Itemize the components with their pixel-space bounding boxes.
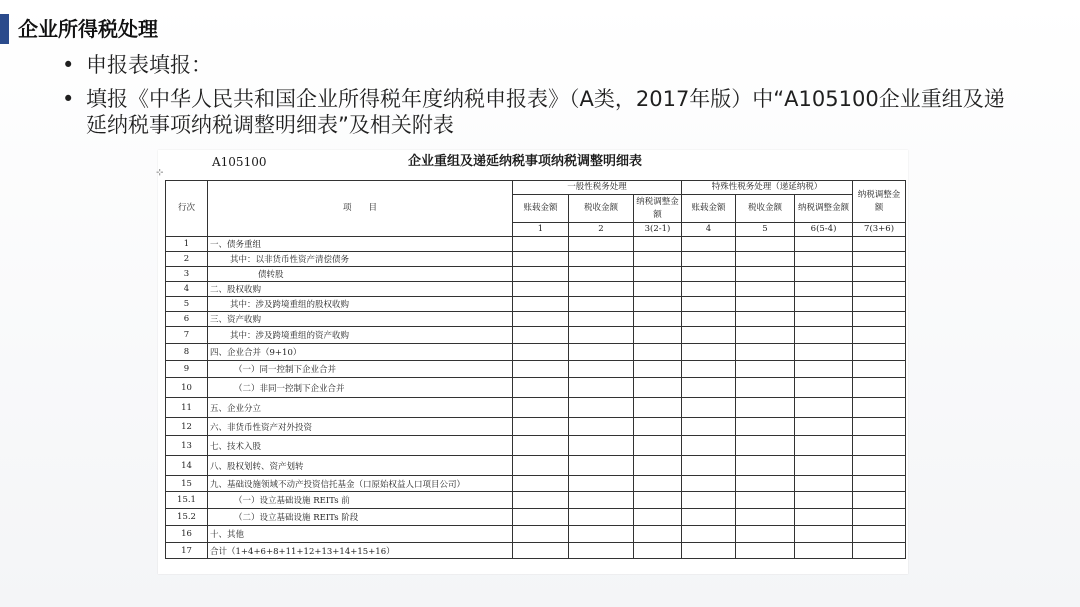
amount-cell: [795, 252, 853, 267]
row-item: 六、非货币性资产对外投资: [208, 418, 513, 436]
amount-cell: [569, 418, 634, 436]
amount-cell: [634, 509, 682, 526]
col-number: 1: [513, 223, 569, 237]
table-row: [166, 378, 906, 398]
row-number: 1: [166, 237, 208, 252]
row-item: （一）同一控制下企业合并: [208, 361, 513, 378]
col-number: 7(3+6): [853, 223, 906, 237]
form-code: A105100: [212, 155, 267, 169]
row-item: 二、股权收购: [208, 282, 513, 297]
row-item: 其中：以非货币性资产清偿债务: [208, 252, 513, 267]
amount-cell: [634, 267, 682, 282]
amount-cell: [513, 436, 569, 456]
amount-cell: [736, 252, 795, 267]
table-row: [166, 492, 906, 509]
amount-cell: [736, 297, 795, 312]
amount-cell: [795, 297, 853, 312]
amount-cell: [513, 398, 569, 418]
amount-cell: [736, 282, 795, 297]
header-row-no: 行次: [166, 181, 208, 237]
row-item: 债转股: [208, 267, 513, 282]
row-number: 5: [166, 297, 208, 312]
table-row: [166, 344, 906, 361]
amount-cell: [682, 267, 736, 282]
row-number: 12: [166, 418, 208, 436]
amount-cell: [795, 344, 853, 361]
amount-cell: [795, 327, 853, 344]
amount-cell: [795, 398, 853, 418]
amount-cell: [634, 361, 682, 378]
amount-cell: [682, 378, 736, 398]
row-item: 五、企业分立: [208, 398, 513, 418]
amount-cell: [513, 297, 569, 312]
amount-cell: [795, 509, 853, 526]
amount-cell: [853, 492, 906, 509]
amount-cell: [736, 526, 795, 543]
row-item: （一）设立基础设施 REITs 前: [208, 492, 513, 509]
amount-cell: [682, 456, 736, 476]
col-number: 2: [569, 223, 634, 237]
row-number: 15.1: [166, 492, 208, 509]
col-number: 5: [736, 223, 795, 237]
amount-cell: [513, 267, 569, 282]
amount-cell: [795, 526, 853, 543]
amount-cell: [569, 398, 634, 418]
amount-cell: [513, 543, 569, 559]
row-item: 其中：涉及跨境重组的股权收购: [208, 297, 513, 312]
amount-cell: [795, 361, 853, 378]
amount-cell: [634, 456, 682, 476]
amount-cell: [853, 398, 906, 418]
amount-cell: [634, 543, 682, 559]
amount-cell: [853, 237, 906, 252]
page-title: 企业所得税处理: [18, 17, 158, 41]
amount-cell: [736, 436, 795, 456]
amount-cell: [736, 327, 795, 344]
amount-cell: [682, 398, 736, 418]
table-row: [166, 282, 906, 297]
amount-cell: [682, 543, 736, 559]
amount-cell: [736, 237, 795, 252]
amount-cell: [682, 509, 736, 526]
amount-cell: [634, 526, 682, 543]
amount-cell: [736, 344, 795, 361]
tax-form-image: [158, 150, 908, 574]
row-number: 15.2: [166, 509, 208, 526]
table-body: [166, 237, 906, 559]
amount-cell: [736, 398, 795, 418]
amount-cell: [513, 492, 569, 509]
row-number: 15: [166, 476, 208, 492]
amount-cell: [634, 492, 682, 509]
header-special-tax-amount: 税收金额: [736, 195, 795, 223]
amount-cell: [795, 378, 853, 398]
row-item: 九、基础设施领域不动产投资信托基金（口原始权益人口项目公司）: [208, 476, 513, 492]
amount-cell: [513, 237, 569, 252]
table-row: [166, 237, 906, 252]
adjustment-table: [165, 180, 906, 559]
amount-cell: [853, 418, 906, 436]
table-row: [166, 526, 906, 543]
row-number: 14: [166, 456, 208, 476]
amount-cell: [569, 436, 634, 456]
amount-cell: [569, 378, 634, 398]
amount-cell: [795, 456, 853, 476]
amount-cell: [853, 344, 906, 361]
amount-cell: [634, 237, 682, 252]
row-number: 7: [166, 327, 208, 344]
header-special-book-amount: 账载金额: [682, 195, 736, 223]
amount-cell: [634, 436, 682, 456]
amount-cell: [513, 252, 569, 267]
bullet-item: • 填报《中华人民共和国企业所得税年度纳税申报表》（A类，2017年版）中“A105100企业重组及递延纳税事项纳税调整明细表”及相关附表: [62, 86, 1022, 138]
amount-cell: [853, 436, 906, 456]
row-item: 八、股权划转、资产划转: [208, 456, 513, 476]
header-book-amount: 账载金额: [513, 195, 569, 223]
amount-cell: [795, 237, 853, 252]
row-number: 3: [166, 267, 208, 282]
amount-cell: [569, 361, 634, 378]
amount-cell: [634, 378, 682, 398]
amount-cell: [682, 237, 736, 252]
header-special-adjust: 纳税调整金额: [795, 195, 853, 223]
amount-cell: [634, 297, 682, 312]
amount-cell: [569, 526, 634, 543]
row-number: 13: [166, 436, 208, 456]
row-item: 其中：涉及跨境重组的资产收购: [208, 327, 513, 344]
col-number: 6(5-4): [795, 223, 853, 237]
title-accent-bar: [0, 14, 9, 44]
amount-cell: [569, 282, 634, 297]
amount-cell: [513, 327, 569, 344]
table-row: [166, 456, 906, 476]
row-item: 一、债务重组: [208, 237, 513, 252]
row-number: 16: [166, 526, 208, 543]
amount-cell: [853, 267, 906, 282]
amount-cell: [634, 327, 682, 344]
amount-cell: [682, 418, 736, 436]
table-row: [166, 476, 906, 492]
row-item: 十、其他: [208, 526, 513, 543]
row-number: 6: [166, 312, 208, 327]
amount-cell: [634, 418, 682, 436]
amount-cell: [795, 543, 853, 559]
amount-cell: [682, 252, 736, 267]
amount-cell: [682, 526, 736, 543]
amount-cell: [682, 344, 736, 361]
amount-cell: [513, 282, 569, 297]
row-number: 4: [166, 282, 208, 297]
amount-cell: [736, 267, 795, 282]
amount-cell: [736, 418, 795, 436]
form-title: 企业重组及递延纳税事项纳税调整明细表: [408, 154, 643, 169]
amount-cell: [634, 398, 682, 418]
amount-cell: [795, 476, 853, 492]
amount-cell: [853, 378, 906, 398]
table-row: [166, 436, 906, 456]
amount-cell: [853, 282, 906, 297]
amount-cell: [795, 282, 853, 297]
amount-cell: [853, 526, 906, 543]
amount-cell: [853, 476, 906, 492]
table-handle-icon: ⊹: [156, 168, 164, 178]
amount-cell: [682, 312, 736, 327]
amount-cell: [853, 252, 906, 267]
row-item: 七、技术入股: [208, 436, 513, 456]
amount-cell: [682, 476, 736, 492]
amount-cell: [736, 509, 795, 526]
amount-cell: [853, 361, 906, 378]
amount-cell: [853, 327, 906, 344]
amount-cell: [569, 252, 634, 267]
col-number: 4: [682, 223, 736, 237]
header-general-adjust: 纳税调整金额: [634, 195, 682, 223]
amount-cell: [736, 378, 795, 398]
amount-cell: [513, 344, 569, 361]
amount-cell: [513, 476, 569, 492]
amount-cell: [795, 492, 853, 509]
header-tax-amount: 税收金额: [569, 195, 634, 223]
amount-cell: [795, 267, 853, 282]
amount-cell: [682, 436, 736, 456]
row-item: 四、企业合并（9+10）: [208, 344, 513, 361]
amount-cell: [736, 456, 795, 476]
amount-cell: [853, 297, 906, 312]
table-row: [166, 361, 906, 378]
amount-cell: [513, 418, 569, 436]
table-row: [166, 297, 906, 312]
row-number: 10: [166, 378, 208, 398]
table-row: [166, 418, 906, 436]
amount-cell: [853, 543, 906, 559]
amount-cell: [569, 492, 634, 509]
amount-cell: [736, 492, 795, 509]
amount-cell: [569, 267, 634, 282]
amount-cell: [569, 297, 634, 312]
amount-cell: [513, 312, 569, 327]
row-number: 17: [166, 543, 208, 559]
amount-cell: [682, 492, 736, 509]
row-item: 三、资产收购: [208, 312, 513, 327]
table-row: [166, 267, 906, 282]
col-number: 3(2-1): [634, 223, 682, 237]
table-row: [166, 398, 906, 418]
table-row: [166, 312, 906, 327]
amount-cell: [513, 509, 569, 526]
amount-cell: [682, 282, 736, 297]
amount-cell: [569, 327, 634, 344]
table-row: [166, 327, 906, 344]
amount-cell: [569, 312, 634, 327]
amount-cell: [682, 327, 736, 344]
amount-cell: [634, 312, 682, 327]
row-item: （二）非同一控制下企业合并: [208, 378, 513, 398]
amount-cell: [569, 476, 634, 492]
row-number: 2: [166, 252, 208, 267]
amount-cell: [795, 436, 853, 456]
bullet-list: [62, 52, 1022, 146]
amount-cell: [634, 344, 682, 361]
table-row: [166, 252, 906, 267]
row-number: 8: [166, 344, 208, 361]
amount-cell: [513, 456, 569, 476]
amount-cell: [853, 312, 906, 327]
row-number: 9: [166, 361, 208, 378]
amount-cell: [736, 476, 795, 492]
amount-cell: [853, 509, 906, 526]
table-row: [166, 509, 906, 526]
bullet-item: • 申报表填报：: [62, 52, 1022, 78]
row-item: （二）设立基础设施 REITs 阶段: [208, 509, 513, 526]
header-general-group: 一般性税务处理: [513, 181, 682, 195]
amount-cell: [513, 378, 569, 398]
amount-cell: [634, 476, 682, 492]
row-number: 11: [166, 398, 208, 418]
amount-cell: [795, 312, 853, 327]
amount-cell: [682, 361, 736, 378]
amount-cell: [569, 543, 634, 559]
amount-cell: [634, 252, 682, 267]
amount-cell: [682, 297, 736, 312]
amount-cell: [569, 237, 634, 252]
amount-cell: [513, 526, 569, 543]
amount-cell: [795, 418, 853, 436]
amount-cell: [569, 344, 634, 361]
amount-cell: [853, 456, 906, 476]
amount-cell: [736, 312, 795, 327]
amount-cell: [736, 361, 795, 378]
amount-cell: [569, 509, 634, 526]
amount-cell: [634, 282, 682, 297]
header-adjust-total: 纳税调整金额: [853, 181, 906, 223]
amount-cell: [569, 456, 634, 476]
row-item: 合计（1+4+6+8+11+12+13+14+15+16）: [208, 543, 513, 559]
amount-cell: [736, 543, 795, 559]
header-item: 项 目: [208, 181, 513, 237]
header-special-group: 特殊性税务处理（递延纳税）: [682, 181, 853, 195]
amount-cell: [513, 361, 569, 378]
table-row: [166, 543, 906, 559]
